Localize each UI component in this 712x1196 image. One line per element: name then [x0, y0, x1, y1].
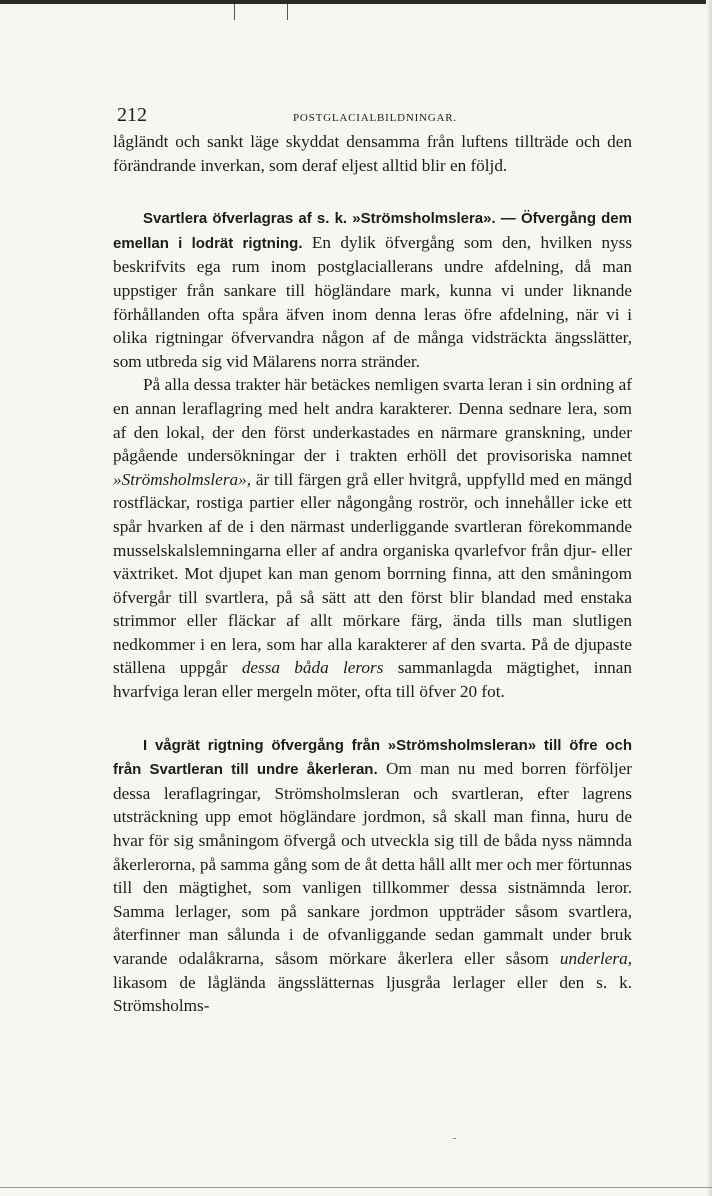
scan-bottom-line: [0, 1187, 712, 1188]
section-vagrat-rigtning: [113, 733, 632, 1018]
scan-tick-mark: [234, 4, 235, 20]
page-number: 212: [117, 104, 147, 126]
scan-tick-mark: [287, 4, 288, 20]
italic-term: underlera,: [559, 949, 632, 968]
section-body: Om man nu med borren förföljer dessa leraflagringar, Strömsholmsleran och svartleran, efter lagrens utsträckning upp emot högländare jordmon, så skall man finna, huru de hvar för sig småningom öfvergå och utveckla sig till de båda nyss nämnda åkerlerorna, på samma gång som de åt detta håll allt mer och mer förtunnas till den mägtighet, som vanligen tillkommer dessa sistnämnda leror. Samma lerlager, som på sankare jordmon uppträder såsom svartlera, återfinner man sålunda i de ofvanliggande sedan gammalt under bruk varande odalåkrarna, såsom mörkare åkerlera eller såsom: [113, 759, 632, 968]
book-page: [113, 100, 632, 1018]
paragraph-svarta-leran: [113, 373, 632, 703]
running-head: POSTGLACIALBILDNINGAR.: [293, 112, 457, 124]
page-header: [113, 100, 632, 130]
italic-term: dessa båda lerors: [241, 658, 384, 678]
scan-right-edge: [706, 0, 712, 1196]
paragraph-text: På alla dessa trakter här betäckes nemligen svarta leran i sin ordning af en annan leraflagring med helt andra karakterer. Denna sednare lera, som af den lokal, der den först underkastades en närmare granskning, under pågående undersökningar der i trakten erhöll det provisoriska namnet: [113, 375, 632, 466]
paragraph-text: sammanlagda mägtighet, innan hvarfviga leran eller mergeln möter, ofta till öfver 20 fot.: [113, 658, 632, 702]
section-body: En dylik öfvergång som den, hvilken nyss beskrifvits ega rum inom postglaciallerans undre afdelning, då man uppstiger från sankare till högländare mark, kunna vi under liknande förhållanden ofta spåra äfven inom denna leras öfre afdelning, när vi i olika rigtningar öfvervandra någon af de många vidsträckta ängsslätter, som utbreda sig vid Mälarens norra stränder.: [113, 232, 633, 371]
scan-speck: [453, 1138, 456, 1139]
section-stromsholmslera: [113, 206, 632, 373]
section-heading: Svartlera öfverlagras af s. k. »Strömsholmslera». — Öfvergång dem emellan i lodrät rigtning.: [113, 210, 632, 252]
section-heading: I vågrät rigtning öfvergång från »Strömsholmsleran» till öfre och från Svartleran till undre åkerleran.: [113, 736, 632, 779]
italic-term: »Strömsholmslera»,: [113, 469, 251, 489]
body-text: [113, 130, 632, 1018]
scan-top-gap: [0, 4, 712, 7]
paragraph-text: är till färgen grå eller hvitgrå, uppfylld med en mängd rostfläckar, rostiga partier eller någongång roströr, och innehåller icke ett spår hvarken af de i den närmast underliggande svartleran förekommande musselskalslemningarna eller af andra organiska qvarlefvor från djur- eller växtriket. Mot djupet kan man genom borrning finna, att den småningom öfvergår till svartlera, på så sätt att den först blir blandad med enstaka strimmor eller fläckar af allt mörkare färg, ända tills man slutligen nedkommer i en lera, som har alla karakterer af den svarta. På de djupaste ställena uppgår: [113, 469, 632, 678]
section-body: likasom de låglända ängsslätternas ljusgråa lerlager eller den s. k. Strömsholms-: [113, 972, 632, 1016]
paragraph-continuation: lågländt och sankt läge skyddat densamma från luftens tillträde och den förändrande inverkan, som deraf eljest alltid blir en följd.: [113, 132, 632, 175]
